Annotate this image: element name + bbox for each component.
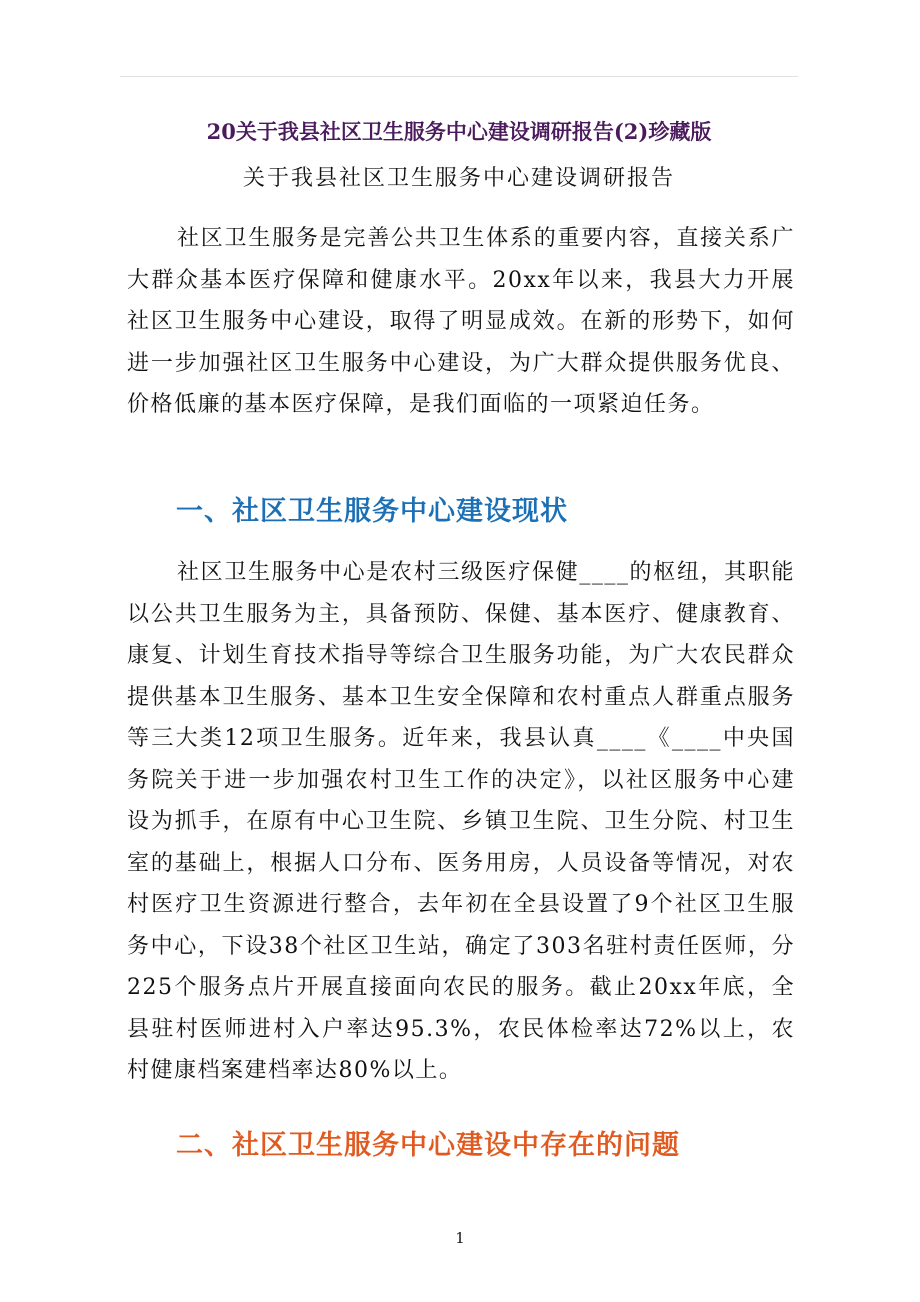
section-paragraph-current-status: 社区卫生服务中心是农村三级医疗保健____的枢纽，其职能以公共卫生服务为主，具备预防、保健、基本医疗、健康教育、康复、计划生育技术指导等综合卫生服务功能，为广大农民群众提供基本卫生服务、基本卫生安全保障和农村重点人群重点服务等三大类12项卫生服务。近年来，我县认真____《____中央国务院关于进一步加强农村卫生工作的决定》，以社区服务中心建设为抓手，在原有中心卫生院、乡镇卫生院、卫生分院、村卫生室的基础上，根据人口分布、医务用房，人员设备等情况，对农村医疗卫生资源进行整合，去年初在全县设置了9个社区卫生服务中心，下设38个社区卫生站，确定了303名驻村责任医师，分225个服务点片开展直接面向农民的服务。截止20xx年底，全县驻村医师进村入户率达95.3%，农民体检率达72%以上，农村健康档案建档率达80%以上。 <box>127 560 795 1083</box>
document-title: 20关于我县社区卫生服务中心建设调研报告(2)珍藏版 <box>206 119 712 144</box>
header-divider <box>120 76 798 77</box>
section-heading-current-status: 一、社区卫生服务中心建设现状 <box>176 496 568 527</box>
intro-paragraph: 社区卫生服务是完善公共卫生体系的重要内容，直接关系广大群众基本医疗保障和健康水平。20xx年以来，我县大力开展社区卫生服务中心建设，取得了明显成效。在新的形势下，如何进一步加强社区卫生服务中心建设，为广大群众提供服务优良、价格低廉的基本医疗保障，是我们面临的一项紧迫任务。 <box>127 226 795 417</box>
section-heading-problems: 二、社区卫生服务中心建设中存在的问题 <box>176 1130 680 1161</box>
page-number: 1 <box>455 1229 465 1247</box>
document-subtitle: 关于我县社区卫生服务中心建设调研报告 <box>242 166 675 191</box>
